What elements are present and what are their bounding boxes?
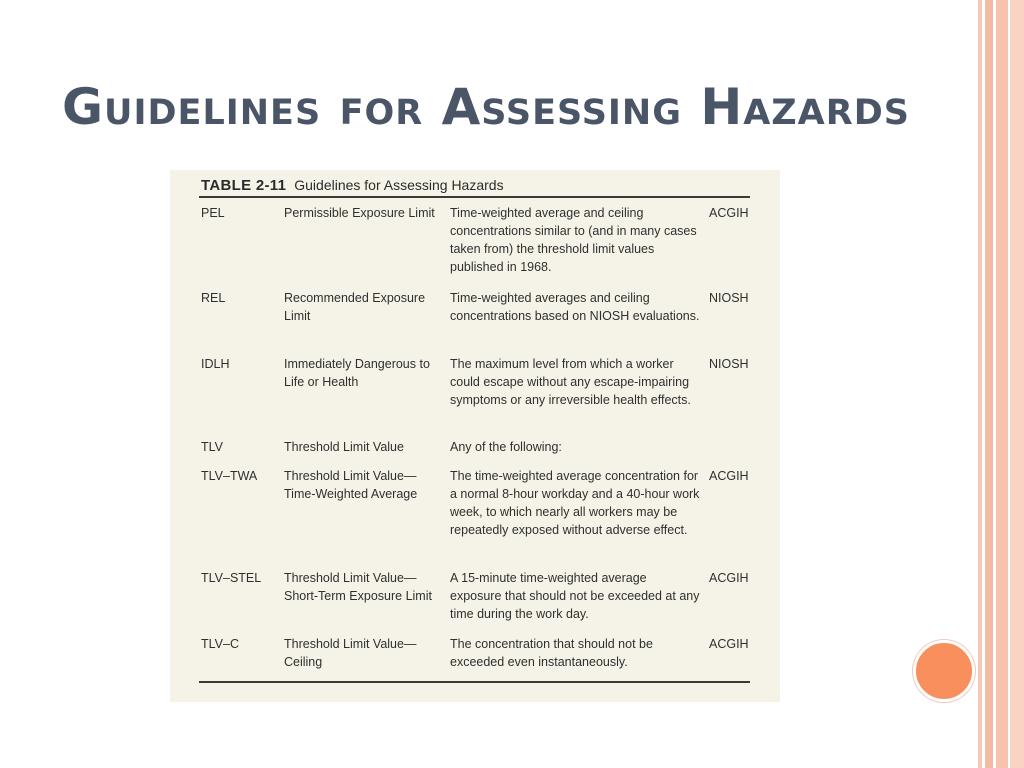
row-description: Time-weighted averages and ceiling concentrations based on NIOSH evaluations. [450, 291, 700, 323]
row-term: Threshold Limit Value—Time-Weighted Average [284, 469, 418, 501]
table-bottom-rule [199, 681, 750, 683]
row-description: The maximum level from which a worker could escape without any escape-impairing symptoms or any irreversible health effects. [450, 357, 691, 407]
row-abbr: TLV [201, 440, 223, 454]
row-term: Threshold Limit Value—Ceiling [284, 637, 417, 669]
row-abbr: TLV–C [201, 637, 239, 651]
row-source: ACGIH [709, 637, 749, 651]
row-abbr: PEL [201, 206, 225, 220]
table-image [170, 170, 780, 702]
row-description: The concentration that should not be exceeded even instantaneously. [450, 637, 653, 669]
decorative-stripes [978, 0, 1024, 768]
row-source: NIOSH [709, 291, 749, 305]
row-term: Permissible Exposure Limit [284, 206, 435, 220]
row-abbr: TLV–STEL [201, 571, 262, 585]
row-source: ACGIH [709, 469, 749, 483]
row-description: A 15-minute time-weighted average exposure that should not be exceeded at any time during the work day. [450, 571, 700, 621]
decorative-circle [913, 640, 975, 702]
row-abbr: IDLH [201, 357, 230, 371]
row-description: Time-weighted average and ceiling concentrations similar to (and in many cases taken from) the threshold limit values published in 1968. [450, 206, 697, 274]
row-term: Threshold Limit Value [284, 440, 404, 454]
table-caption [201, 176, 504, 194]
table-number: TABLE 2-11 [201, 177, 287, 194]
row-term: Threshold Limit Value—Short-Term Exposure Limit [284, 571, 432, 603]
row-source: NIOSH [709, 357, 749, 371]
row-source: ACGIH [709, 206, 749, 220]
row-source: ACGIH [709, 571, 749, 585]
slide-title: Guidelines for Assessing Hazards [62, 78, 910, 136]
row-description: Any of the following: [450, 440, 562, 454]
row-abbr: TLV–TWA [201, 469, 258, 483]
row-abbr: REL [201, 291, 226, 305]
table-top-rule [199, 196, 750, 198]
row-term: Recommended Exposure Limit [284, 291, 426, 323]
row-description: The time-weighted average concentration for a normal 8-hour workday and a 40-hour work week, to which nearly all workers may be repeatedly exposed without adverse effect. [450, 469, 700, 537]
table-caption-text: Guidelines for Assessing Hazards [294, 177, 504, 193]
row-term: Immediately Dangerous to Life or Health [284, 357, 430, 389]
